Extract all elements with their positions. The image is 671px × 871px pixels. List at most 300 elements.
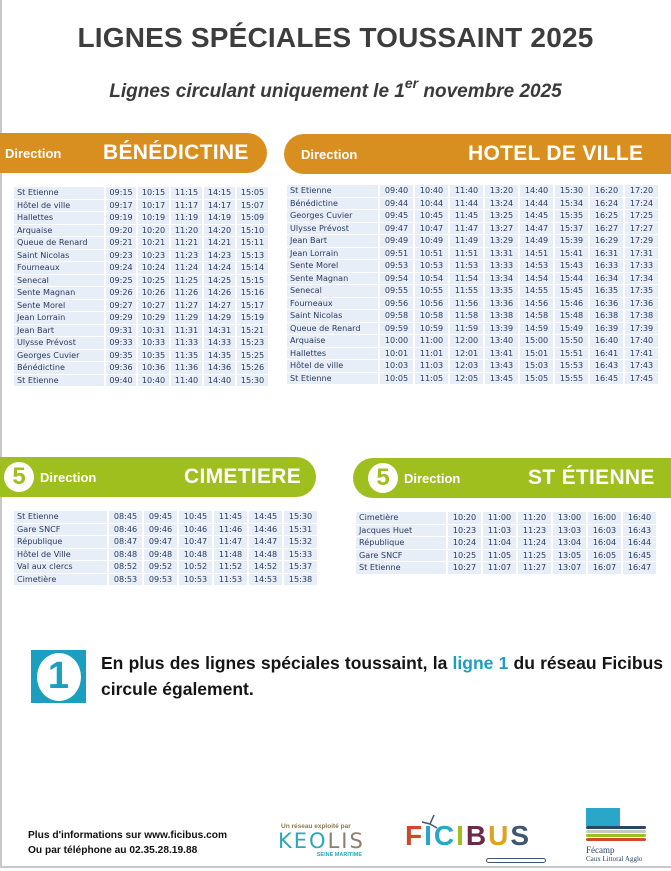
departure-time: 12:03 xyxy=(450,360,483,372)
stop-name: Jean Lorrain xyxy=(14,312,104,324)
departure-time: 14:56 xyxy=(520,298,553,310)
table-row xyxy=(356,537,656,549)
departure-time: 11:20 xyxy=(518,512,551,524)
departure-time: 11:56 xyxy=(450,298,483,310)
departure-time: 09:29 xyxy=(106,312,136,324)
direction-label: Direction xyxy=(40,469,97,485)
departure-time: 16:43 xyxy=(623,525,656,537)
stop-name: Jean Bart xyxy=(14,325,104,337)
brand-letter: B xyxy=(465,820,489,851)
table-row xyxy=(14,561,317,573)
departure-time: 10:20 xyxy=(138,225,169,237)
line-1-highlight: ligne 1 xyxy=(452,653,509,673)
departure-time: 15:21 xyxy=(237,325,268,337)
stop-name: St Etienne xyxy=(14,187,104,199)
departure-time: 10:53 xyxy=(179,574,212,586)
table-row xyxy=(287,310,658,322)
departure-time: 11:01 xyxy=(415,348,448,360)
departure-time: 13:41 xyxy=(485,348,518,360)
departure-time: 15:30 xyxy=(555,185,588,197)
brand-letter: S xyxy=(510,820,532,851)
departure-time: 09:20 xyxy=(106,225,136,237)
departure-time: 15:44 xyxy=(555,273,588,285)
departure-time: 09:25 xyxy=(106,275,136,287)
departure-time: 13:38 xyxy=(485,310,518,322)
departure-time: 14:59 xyxy=(520,323,553,335)
stop-name: Hallettes xyxy=(14,212,104,224)
departure-time: 16:25 xyxy=(590,210,623,222)
table-row xyxy=(356,525,656,537)
departure-time: 11:59 xyxy=(450,323,483,335)
table-row xyxy=(14,375,268,387)
departure-time: 14:15 xyxy=(204,187,235,199)
page-subtitle xyxy=(0,75,671,103)
departure-time: 15:45 xyxy=(555,285,588,297)
table-row xyxy=(14,237,268,249)
stop-name: St Etienne xyxy=(287,373,378,385)
agglo-name: Fécamp xyxy=(586,845,615,855)
departure-time: 10:15 xyxy=(138,187,169,199)
departure-time: 16:44 xyxy=(623,537,656,549)
departure-time: 10:25 xyxy=(138,275,169,287)
table-row xyxy=(14,275,268,287)
departure-time: 11:17 xyxy=(171,200,202,212)
departure-time: 09:47 xyxy=(144,536,177,548)
departure-time: 13:05 xyxy=(553,550,586,562)
departure-time: 14:23 xyxy=(204,250,235,262)
departure-time: 11:05 xyxy=(483,550,516,562)
departure-time: 17:24 xyxy=(625,198,658,210)
departure-time: 16:38 xyxy=(590,310,623,322)
departure-time: 10:24 xyxy=(138,262,169,274)
departure-time: 09:36 xyxy=(106,362,136,374)
departure-time: 09:56 xyxy=(380,298,413,310)
brand-letter: F xyxy=(405,820,425,851)
departure-time: 13:25 xyxy=(485,210,518,222)
departure-time: 15:15 xyxy=(237,275,268,287)
stop-name: Hôtel de Ville xyxy=(14,549,107,561)
departure-time: 11:04 xyxy=(483,537,516,549)
stop-name: Arquaise xyxy=(287,335,378,347)
table-row xyxy=(287,210,658,222)
departure-time: 12:00 xyxy=(450,335,483,347)
operator-name-a: KEO xyxy=(278,829,328,853)
departure-time: 09:40 xyxy=(106,375,136,387)
departure-time: 10:20 xyxy=(448,512,481,524)
table-row xyxy=(287,323,658,335)
departure-time: 15:17 xyxy=(237,300,268,312)
direction-name: HOTEL DE VILLE xyxy=(468,142,644,165)
departure-time: 15:09 xyxy=(237,212,268,224)
table-row xyxy=(287,285,658,297)
departure-time: 10:58 xyxy=(415,310,448,322)
table-row xyxy=(14,511,317,523)
departure-time: 14:31 xyxy=(204,325,235,337)
stop-name: Sente Magnan xyxy=(287,273,378,285)
departure-time: 13:04 xyxy=(553,537,586,549)
rail-icon xyxy=(486,858,546,863)
departure-time: 11:26 xyxy=(171,287,202,299)
table-row xyxy=(14,225,268,237)
departure-time: 11:03 xyxy=(483,525,516,537)
departure-time: 10:47 xyxy=(415,223,448,235)
departure-time: 16:35 xyxy=(590,285,623,297)
departure-time: 16:43 xyxy=(590,360,623,372)
departure-time: 14:17 xyxy=(204,200,235,212)
table-row xyxy=(287,335,658,347)
departure-time: 09:23 xyxy=(106,250,136,262)
ficibus-logo xyxy=(403,814,553,860)
departure-time: 11:54 xyxy=(450,273,483,285)
departure-time: 15:32 xyxy=(284,536,317,548)
departure-time: 17:43 xyxy=(625,360,658,372)
departure-time: 13:35 xyxy=(485,285,518,297)
departure-time: 09:33 xyxy=(106,337,136,349)
line-1-number: 1 xyxy=(37,653,81,701)
departure-time: 15:33 xyxy=(284,549,317,561)
departure-time: 12:01 xyxy=(450,348,483,360)
departure-time: 09:53 xyxy=(144,574,177,586)
stop-name: Hôtel de ville xyxy=(287,360,378,372)
departure-time: 15:16 xyxy=(237,287,268,299)
departure-time: 09:48 xyxy=(144,549,177,561)
departure-time: 14:54 xyxy=(520,273,553,285)
departure-time: 14:29 xyxy=(204,312,235,324)
departure-time: 09:45 xyxy=(380,210,413,222)
departure-time: 11:27 xyxy=(171,300,202,312)
website-info: Plus d'informations sur www.ficibus.com xyxy=(28,830,228,841)
departure-time: 11:48 xyxy=(214,549,247,561)
departure-time: 08:47 xyxy=(109,536,142,548)
departure-time: 10:45 xyxy=(415,210,448,222)
wave-stripe-icon xyxy=(586,830,646,833)
departure-time: 15:30 xyxy=(284,511,317,523)
departure-time: 10:56 xyxy=(415,298,448,310)
stop-name: Cimetière xyxy=(14,574,107,586)
departure-time: 11:33 xyxy=(171,337,202,349)
departure-time: 09:45 xyxy=(144,511,177,523)
departure-time: 13:34 xyxy=(485,273,518,285)
departure-time: 14:26 xyxy=(204,287,235,299)
departure-time: 17:45 xyxy=(625,373,658,385)
departure-time: 09:49 xyxy=(380,235,413,247)
departure-time: 10:40 xyxy=(415,185,448,197)
departure-time: 14:53 xyxy=(520,260,553,272)
departure-time: 14:20 xyxy=(204,225,235,237)
departure-time: 11:40 xyxy=(171,375,202,387)
table-row xyxy=(14,325,268,337)
wave-stripe-icon xyxy=(586,838,646,841)
departure-time: 17:38 xyxy=(625,310,658,322)
agglo-subtitle: Caux Littoral Agglo xyxy=(586,855,643,863)
departure-time: 09:17 xyxy=(106,200,136,212)
departure-time: 09:55 xyxy=(380,285,413,297)
departure-time: 11:00 xyxy=(483,512,516,524)
departure-time: 15:41 xyxy=(555,248,588,260)
departure-time: 10:19 xyxy=(138,212,169,224)
departure-time: 10:27 xyxy=(448,562,481,574)
departure-time: 10:31 xyxy=(138,325,169,337)
table-row xyxy=(14,350,268,362)
table-row xyxy=(14,187,268,199)
departure-time: 14:53 xyxy=(249,574,282,586)
departure-time: 16:03 xyxy=(588,525,621,537)
departure-time: 15:25 xyxy=(237,350,268,362)
notice-text xyxy=(101,650,663,702)
departure-time: 11:27 xyxy=(518,562,551,574)
departure-time: 12:05 xyxy=(450,373,483,385)
departure-time: 09:35 xyxy=(106,350,136,362)
departure-time: 14:36 xyxy=(204,362,235,374)
phone-info: Ou par téléphone au 02.35.28.19.88 xyxy=(28,845,198,856)
departure-time: 17:35 xyxy=(625,285,658,297)
departure-time: 15:51 xyxy=(555,348,588,360)
departure-time: 15:26 xyxy=(237,362,268,374)
departure-time: 14:33 xyxy=(204,337,235,349)
table-row xyxy=(14,524,317,536)
table-row xyxy=(14,212,268,224)
stop-name: Ulysse Prévost xyxy=(287,223,378,235)
departure-time: 11:53 xyxy=(450,260,483,272)
page-title: LIGNES SPÉCIALES TOUSSAINT 2025 xyxy=(77,22,594,53)
ficibus-wordmark xyxy=(405,820,531,852)
subtitle-text: Lignes circulant uniquement le 1 xyxy=(109,81,405,102)
departure-time: 16:24 xyxy=(590,198,623,210)
stop-name: Bénédictine xyxy=(287,198,378,210)
direction-name: CIMETIERE xyxy=(184,465,302,488)
departure-time: 10:52 xyxy=(179,561,212,573)
stop-name: Hôtel de ville xyxy=(14,200,104,212)
departure-time: 10:59 xyxy=(415,323,448,335)
departure-time: 15:05 xyxy=(520,373,553,385)
departure-time: 10:51 xyxy=(415,248,448,260)
departure-time: 17:41 xyxy=(625,348,658,360)
brand-letter: U xyxy=(488,820,511,851)
departure-time: 13:03 xyxy=(553,525,586,537)
departure-time: 14:45 xyxy=(520,210,553,222)
stop-name: Senecal xyxy=(14,275,104,287)
stop-name: Cimetière xyxy=(356,512,446,524)
table-row xyxy=(356,550,656,562)
departure-time: 10:26 xyxy=(138,287,169,299)
direction-label: Direction xyxy=(301,146,358,162)
departure-time: 11:05 xyxy=(415,373,448,385)
stop-name: Gare SNCF xyxy=(356,550,446,562)
departure-time: 09:44 xyxy=(380,198,413,210)
stop-name: Senecal xyxy=(287,285,378,297)
departure-time: 09:26 xyxy=(106,287,136,299)
operator-caption: Un réseau exploité par xyxy=(281,823,351,830)
departure-time: 10:36 xyxy=(138,362,169,374)
table-row xyxy=(287,235,658,247)
departure-time: 09:54 xyxy=(380,273,413,285)
departure-time: 11:29 xyxy=(171,312,202,324)
departure-time: 14:47 xyxy=(249,536,282,548)
table-row xyxy=(356,562,656,574)
wave-stripe-icon xyxy=(586,826,646,829)
departure-time: 15:05 xyxy=(237,187,268,199)
stop-name: Jean Lorrain xyxy=(287,248,378,260)
departure-time: 16:40 xyxy=(590,335,623,347)
departure-time: 09:46 xyxy=(144,524,177,536)
departure-time: 13:29 xyxy=(485,235,518,247)
departure-time: 08:53 xyxy=(109,574,142,586)
direction-name: BÉNÉDICTINE xyxy=(103,141,249,164)
table-row xyxy=(14,362,268,374)
stop-name: Hallettes xyxy=(287,348,378,360)
departure-time: 15:01 xyxy=(520,348,553,360)
departure-time: 10:25 xyxy=(448,550,481,562)
departure-time: 16:39 xyxy=(590,323,623,335)
departure-time: 11:21 xyxy=(171,237,202,249)
departure-time: 11:20 xyxy=(171,225,202,237)
departure-time: 15:48 xyxy=(555,310,588,322)
stop-name: Fourneaux xyxy=(287,298,378,310)
departure-time: 09:53 xyxy=(380,260,413,272)
departure-time: 14:58 xyxy=(520,310,553,322)
direction-band-benedictine xyxy=(0,133,267,173)
departure-time: 17:33 xyxy=(625,260,658,272)
table-row xyxy=(14,549,317,561)
departure-time: 11:07 xyxy=(483,562,516,574)
departure-time: 11:58 xyxy=(450,310,483,322)
stop-name: St Etienne xyxy=(14,375,104,387)
departure-time: 13:07 xyxy=(553,562,586,574)
departure-time: 13:31 xyxy=(485,248,518,260)
departure-time: 11:45 xyxy=(450,210,483,222)
departure-time: 16:47 xyxy=(623,562,656,574)
departure-time: 16:45 xyxy=(623,550,656,562)
direction-band-st-etienne xyxy=(353,458,671,498)
departure-time: 11:47 xyxy=(214,536,247,548)
timetable-cimetiere xyxy=(12,510,319,586)
departure-time: 10:21 xyxy=(138,237,169,249)
operator-name-b: LIS xyxy=(327,829,365,853)
departure-time: 10:01 xyxy=(380,348,413,360)
departure-time: 10:47 xyxy=(179,536,212,548)
departure-time: 08:46 xyxy=(109,524,142,536)
departure-time: 11:23 xyxy=(171,250,202,262)
keolis-logo xyxy=(278,823,368,858)
departure-time: 14:46 xyxy=(249,524,282,536)
departure-time: 15:37 xyxy=(555,223,588,235)
subtitle-text-end: novembre 2025 xyxy=(418,81,562,102)
table-row xyxy=(356,512,656,524)
timetable-hotel-de-ville xyxy=(285,184,660,385)
departure-time: 11:03 xyxy=(415,360,448,372)
departure-time: 17:31 xyxy=(625,248,658,260)
operator-region: SEINE MARITIME xyxy=(316,852,362,858)
stop-name: Val aux clercs xyxy=(14,561,107,573)
table-row xyxy=(14,312,268,324)
stop-name: Jean Bart xyxy=(287,235,378,247)
departure-time: 15:35 xyxy=(555,210,588,222)
departure-time: 09:51 xyxy=(380,248,413,260)
departure-time: 10:44 xyxy=(415,198,448,210)
departure-time: 10:03 xyxy=(380,360,413,372)
departure-time: 10:45 xyxy=(179,511,212,523)
departure-time: 09:24 xyxy=(106,262,136,274)
footer-contact-info xyxy=(28,828,227,858)
departure-time: 15:13 xyxy=(237,250,268,262)
stop-name: Fourneaux xyxy=(14,262,104,274)
departure-time: 16:31 xyxy=(590,248,623,260)
departure-time: 09:59 xyxy=(380,323,413,335)
departure-time: 15:34 xyxy=(555,198,588,210)
departure-time: 13:36 xyxy=(485,298,518,310)
line-5-badge: 5 xyxy=(368,463,398,493)
departure-time: 17:40 xyxy=(625,335,658,347)
departure-time: 14:52 xyxy=(249,561,282,573)
stop-name: République xyxy=(356,537,446,549)
departure-time: 08:48 xyxy=(109,549,142,561)
departure-time: 14:44 xyxy=(520,198,553,210)
departure-time: 15:55 xyxy=(555,373,588,385)
stop-name: Georges Cuvier xyxy=(287,210,378,222)
table-row xyxy=(287,223,658,235)
departure-time: 15:07 xyxy=(237,200,268,212)
departure-time: 15:53 xyxy=(555,360,588,372)
departure-time: 15:23 xyxy=(237,337,268,349)
departure-time: 16:34 xyxy=(590,273,623,285)
brand-letter: I xyxy=(424,820,434,851)
direction-label: Direction xyxy=(404,470,461,486)
departure-time: 09:58 xyxy=(380,310,413,322)
departure-time: 10:48 xyxy=(179,549,212,561)
departure-time: 17:25 xyxy=(625,210,658,222)
departure-time: 10:54 xyxy=(415,273,448,285)
stop-name: Jacques Huet xyxy=(356,525,446,537)
departure-time: 10:40 xyxy=(138,375,169,387)
table-row xyxy=(287,348,658,360)
departure-time: 13:40 xyxy=(485,335,518,347)
departure-time: 11:46 xyxy=(214,524,247,536)
stop-name: Sente Morel xyxy=(287,260,378,272)
stop-name: Queue de Renard xyxy=(14,237,104,249)
departure-time: 16:36 xyxy=(590,298,623,310)
timetable-st-etienne xyxy=(354,511,658,575)
departure-time: 11:31 xyxy=(171,325,202,337)
departure-time: 15:37 xyxy=(284,561,317,573)
line-1-badge xyxy=(31,650,86,703)
timetable-benedictine xyxy=(12,186,270,387)
departure-time: 15:49 xyxy=(555,323,588,335)
departure-time: 10:29 xyxy=(138,312,169,324)
stop-name: Queue de Renard xyxy=(287,323,378,335)
departure-time: 15:10 xyxy=(237,225,268,237)
stop-name: Gare SNCF xyxy=(14,524,107,536)
departure-time: 10:46 xyxy=(179,524,212,536)
table-row xyxy=(14,200,268,212)
direction-band-cimetiere xyxy=(0,457,316,497)
departure-time: 11:40 xyxy=(450,185,483,197)
departure-time: 11:24 xyxy=(171,262,202,274)
departure-time: 10:55 xyxy=(415,285,448,297)
table-row xyxy=(14,287,268,299)
departure-time: 10:53 xyxy=(415,260,448,272)
departure-time: 14:35 xyxy=(204,350,235,362)
wave-stripe-icon xyxy=(586,834,646,837)
departure-time: 16:27 xyxy=(590,223,623,235)
departure-time: 11:19 xyxy=(171,212,202,224)
departure-time: 13:24 xyxy=(485,198,518,210)
departure-time: 10:00 xyxy=(380,335,413,347)
stop-name: Georges Cuvier xyxy=(14,350,104,362)
departure-time: 14:21 xyxy=(204,237,235,249)
subtitle-superscript: er xyxy=(404,75,419,91)
departure-time: 11:47 xyxy=(450,223,483,235)
departure-time: 13:20 xyxy=(485,185,518,197)
